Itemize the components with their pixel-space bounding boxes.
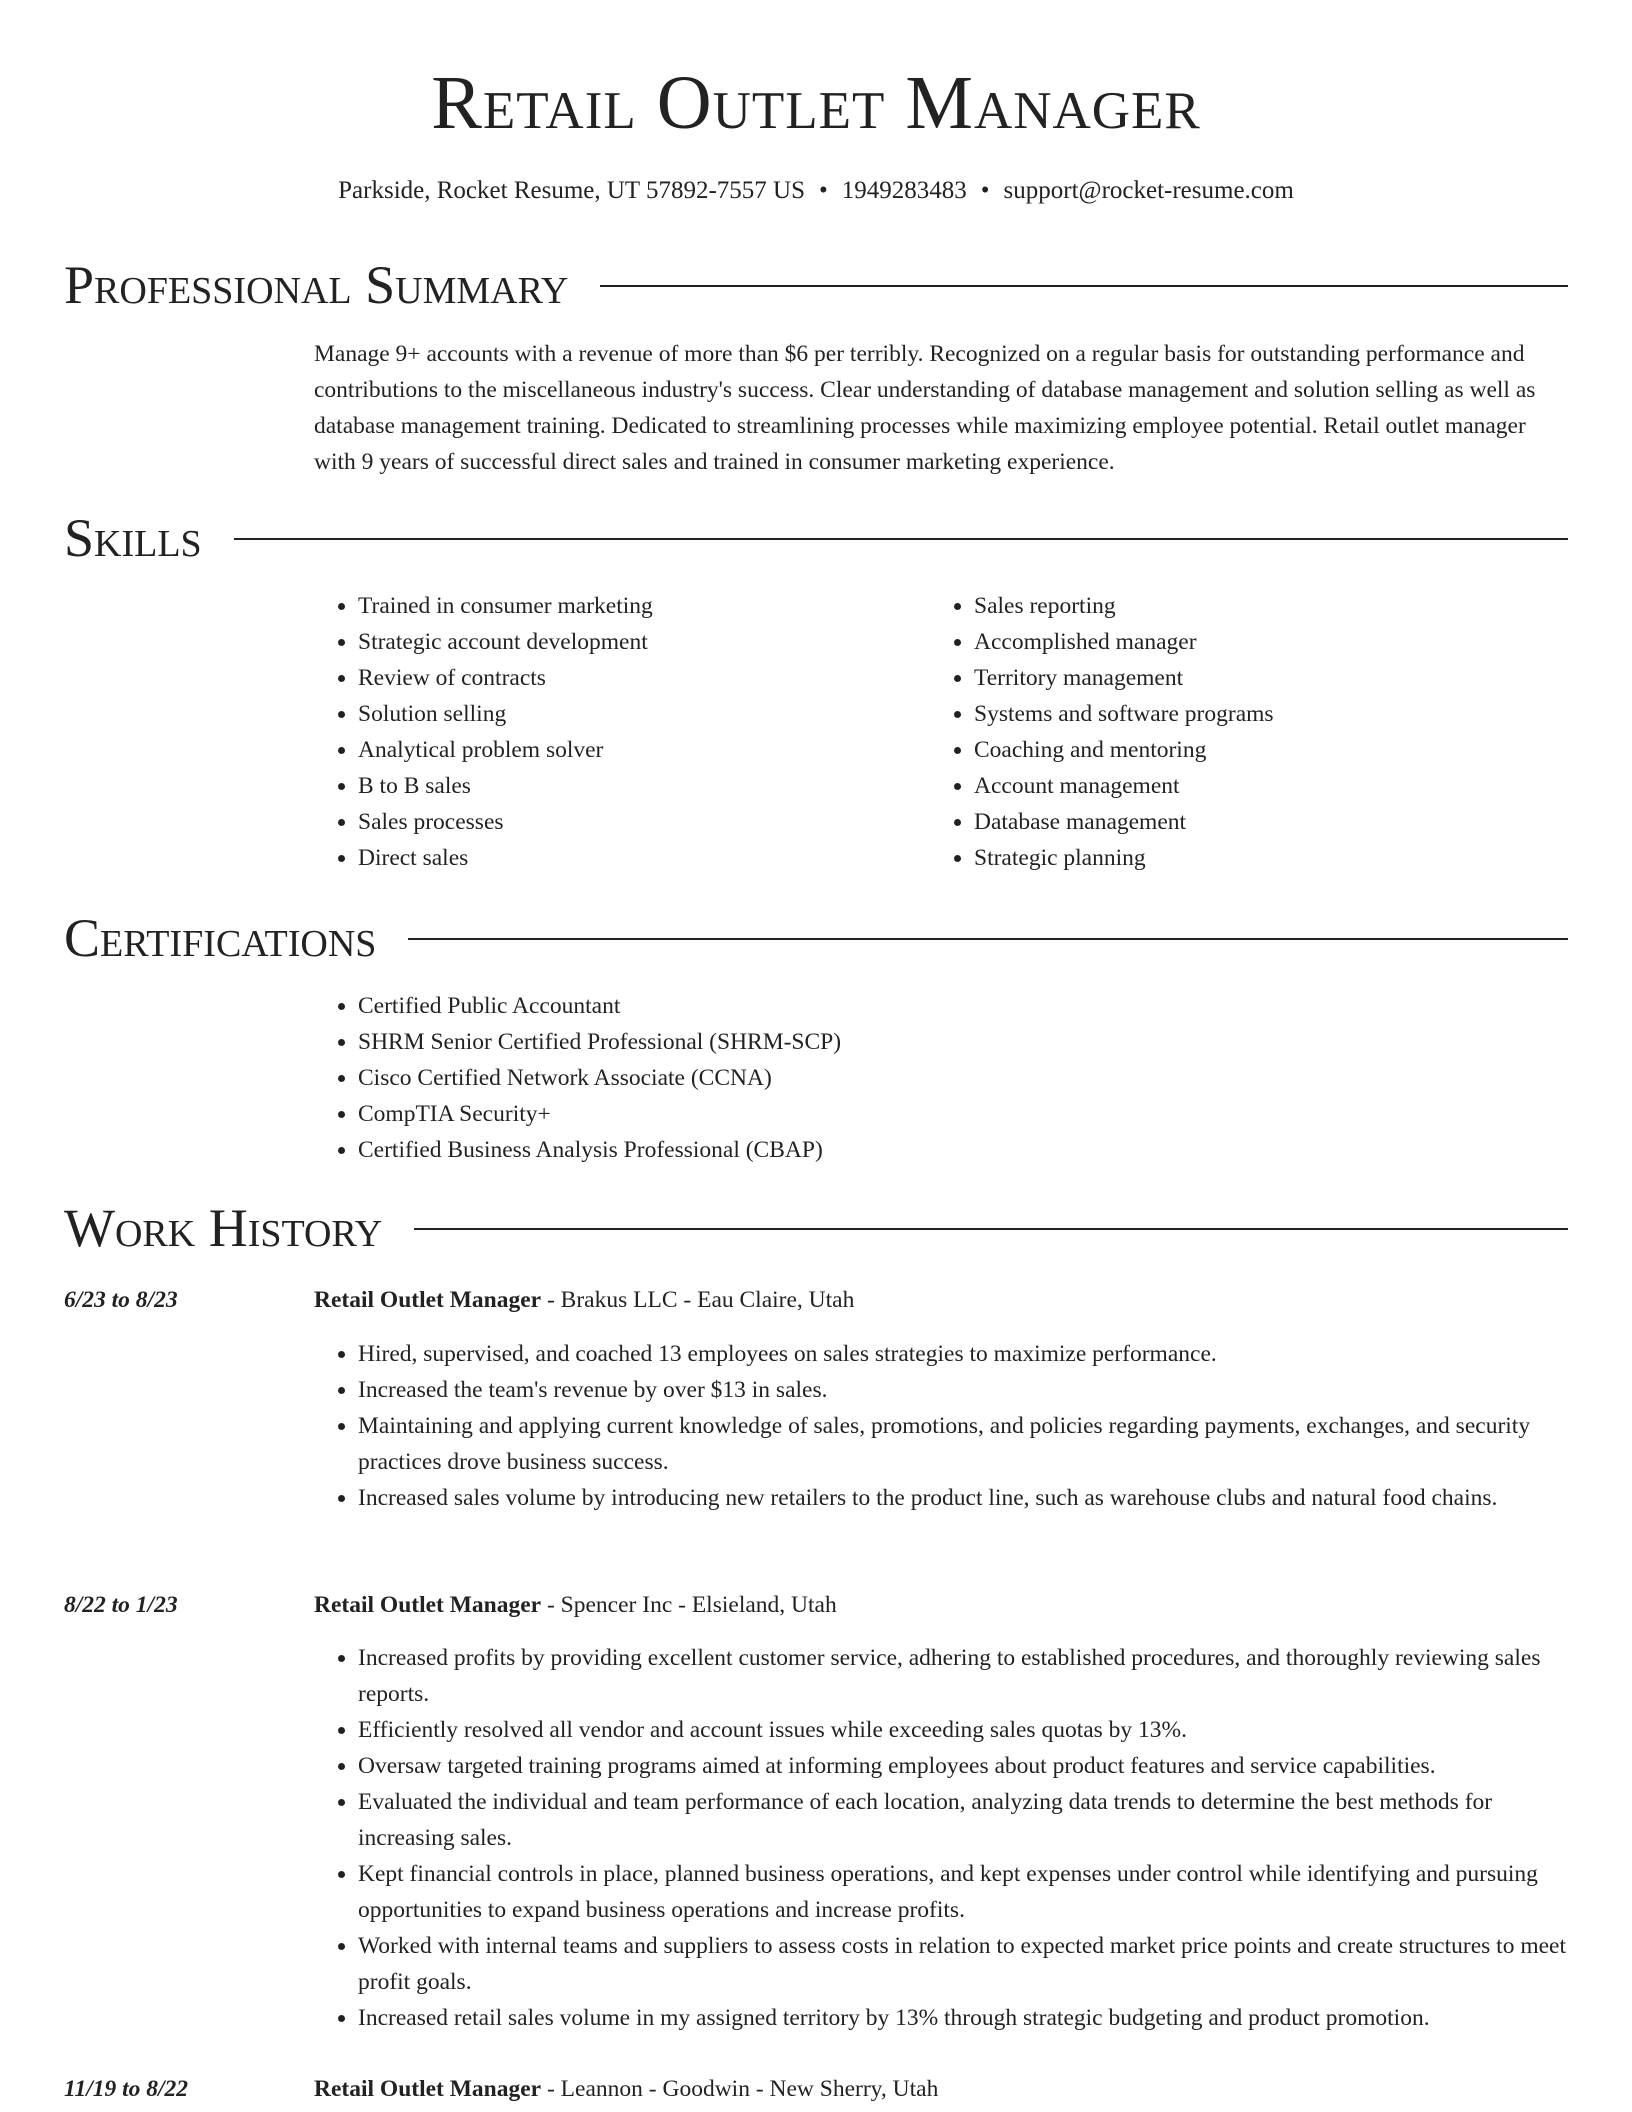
job-title: Retail Outlet Manager	[314, 1287, 542, 1313]
contact-phone: 1949283483	[841, 177, 967, 204]
job-title-line	[314, 1282, 854, 1318]
skill-item: • Accomplished manager	[974, 624, 1546, 660]
job-bullet: • Increased retail sales volume in my assigned territory by 13% through strategic budgeting and product promotion.	[358, 2000, 1568, 2036]
job-bullets	[314, 1640, 1568, 2036]
job-bullet: • Increased the team's revenue by over $13 in sales.	[358, 1372, 1568, 1408]
job-dates: 6/23 to 8/23	[64, 1287, 178, 1313]
certification-item: • SHRM Senior Certified Professional (SHRM-SCP)	[358, 1024, 1568, 1060]
job-bullet: • Kept financial controls in place, planned business operations, and kept expenses under control while identifying and pursuing opportunities to expand business operations and increase profits.	[358, 1856, 1568, 1928]
skill-item: • Systems and software programs	[974, 696, 1546, 732]
job-bullets	[314, 1336, 1568, 1516]
skill-item: • Solution selling	[358, 696, 930, 732]
summary-text: Manage 9+ accounts with a revenue of more than $6 per terribly. Recognized on a regular basis for outstanding performance and contributions to the miscellaneous industry's success. Clear understanding of database management and solution selling as well as database management training. Dedicated to streamlining processes while maximizing employee potential. Retail outlet manager with 9 years of successful direct sales and trained in consumer marketing experience.	[314, 341, 1536, 475]
skill-item: • Strategic account development	[358, 624, 930, 660]
job-bullet: • Efficiently resolved all vendor and account issues while exceeding sales quotas by 13%.	[358, 1712, 1568, 1748]
summary-section-header	[64, 253, 1568, 317]
contact-address: Parkside, Rocket Resume, UT 57892-7557 US	[338, 177, 806, 204]
job-dates: 8/22 to 1/23	[64, 1592, 178, 1618]
job-bullet: • Increased sales volume by introducing new retailers to the product line, such as warehouse clubs and natural food chains.	[358, 1480, 1568, 1516]
job-bullet: • Hired, supervised, and coached 13 employees on sales strategies to maximize performance.	[358, 1336, 1568, 1372]
skill-item: • Sales processes	[358, 804, 930, 840]
skill-item: • Direct sales	[358, 840, 930, 876]
skill-item: • Account management	[974, 768, 1546, 804]
certification-item: • Certified Business Analysis Professional (CBAP)	[358, 1132, 1568, 1168]
job-bullet: • Increased profits by providing excellent customer service, adhering to established procedures, and thoroughly reviewing sales reports.	[358, 1640, 1568, 1712]
skill-item: • Territory management	[974, 660, 1546, 696]
skill-item: • Analytical problem solver	[358, 732, 930, 768]
job-employer: - Brakus LLC - Eau Claire, Utah	[541, 1287, 855, 1313]
section-divider	[234, 538, 1568, 540]
section-divider	[414, 1228, 1568, 1230]
job-bullet: • Evaluated the individual and team performance of each location, analyzing data trends to determine the best methods for increasing sales.	[358, 1784, 1568, 1856]
section-divider	[600, 285, 1568, 287]
job-employer: - Leannon - Goodwin - New Sherry, Utah	[541, 2076, 939, 2102]
contact-separator: •	[980, 177, 990, 204]
contact-line	[64, 174, 1568, 208]
skills-heading: Skills	[64, 508, 202, 568]
section-divider	[408, 938, 1568, 940]
skill-item: • B to B sales	[358, 768, 930, 804]
skills-column-left	[314, 588, 930, 876]
job-title: Retail Outlet Manager	[314, 1592, 542, 1618]
contact-separator: •	[819, 177, 828, 204]
job-bullet: • Maintaining and applying current knowledge of sales, promotions, and policies regarding payments, exchanges, and security practices drove business success.	[358, 1408, 1568, 1480]
job-dates: 11/19 to 8/22	[64, 2076, 189, 2102]
skill-item: • Trained in consumer marketing	[358, 588, 930, 624]
job-title: Retail Outlet Manager	[314, 2076, 542, 2102]
job-bullet: • Oversaw targeted training programs aimed at informing employees about product features and service capabilities.	[358, 1748, 1568, 1784]
certifications-block	[314, 988, 1568, 1168]
candidate-name: Retail Outlet Manager	[431, 61, 1201, 145]
summary-block	[314, 336, 1568, 480]
skill-item: • Review of contracts	[358, 660, 930, 696]
work-history-heading: Work History	[64, 1198, 383, 1258]
contact-email: support@rocket-resume.com	[1003, 177, 1294, 204]
certifications-heading: Certifications	[64, 908, 377, 968]
job-title-line	[314, 1587, 837, 1623]
work-history-section-header	[64, 1196, 1568, 1260]
skills-block	[314, 588, 1568, 876]
job-employer: - Spencer Inc - Elsieland, Utah	[541, 1592, 837, 1618]
skill-item: • Strategic planning	[974, 840, 1546, 876]
skill-item: • Database management	[974, 804, 1546, 840]
certification-item: • CompTIA Security+	[358, 1096, 1568, 1132]
skills-section-header	[64, 506, 1568, 570]
certification-item: • Cisco Certified Network Associate (CCNA)	[358, 1060, 1568, 1096]
skills-column-right	[930, 588, 1546, 876]
skill-item: • Coaching and mentoring	[974, 732, 1546, 768]
job-title-line	[314, 2071, 938, 2107]
job-bullet: • Worked with internal teams and suppliers to assess costs in relation to expected market price points and create structures to meet profit goals.	[358, 1928, 1568, 2000]
certification-item: • Certified Public Accountant	[358, 988, 1568, 1024]
summary-heading: Professional Summary	[64, 255, 569, 315]
skill-item: • Sales reporting	[974, 588, 1546, 624]
certifications-section-header	[64, 906, 1568, 970]
